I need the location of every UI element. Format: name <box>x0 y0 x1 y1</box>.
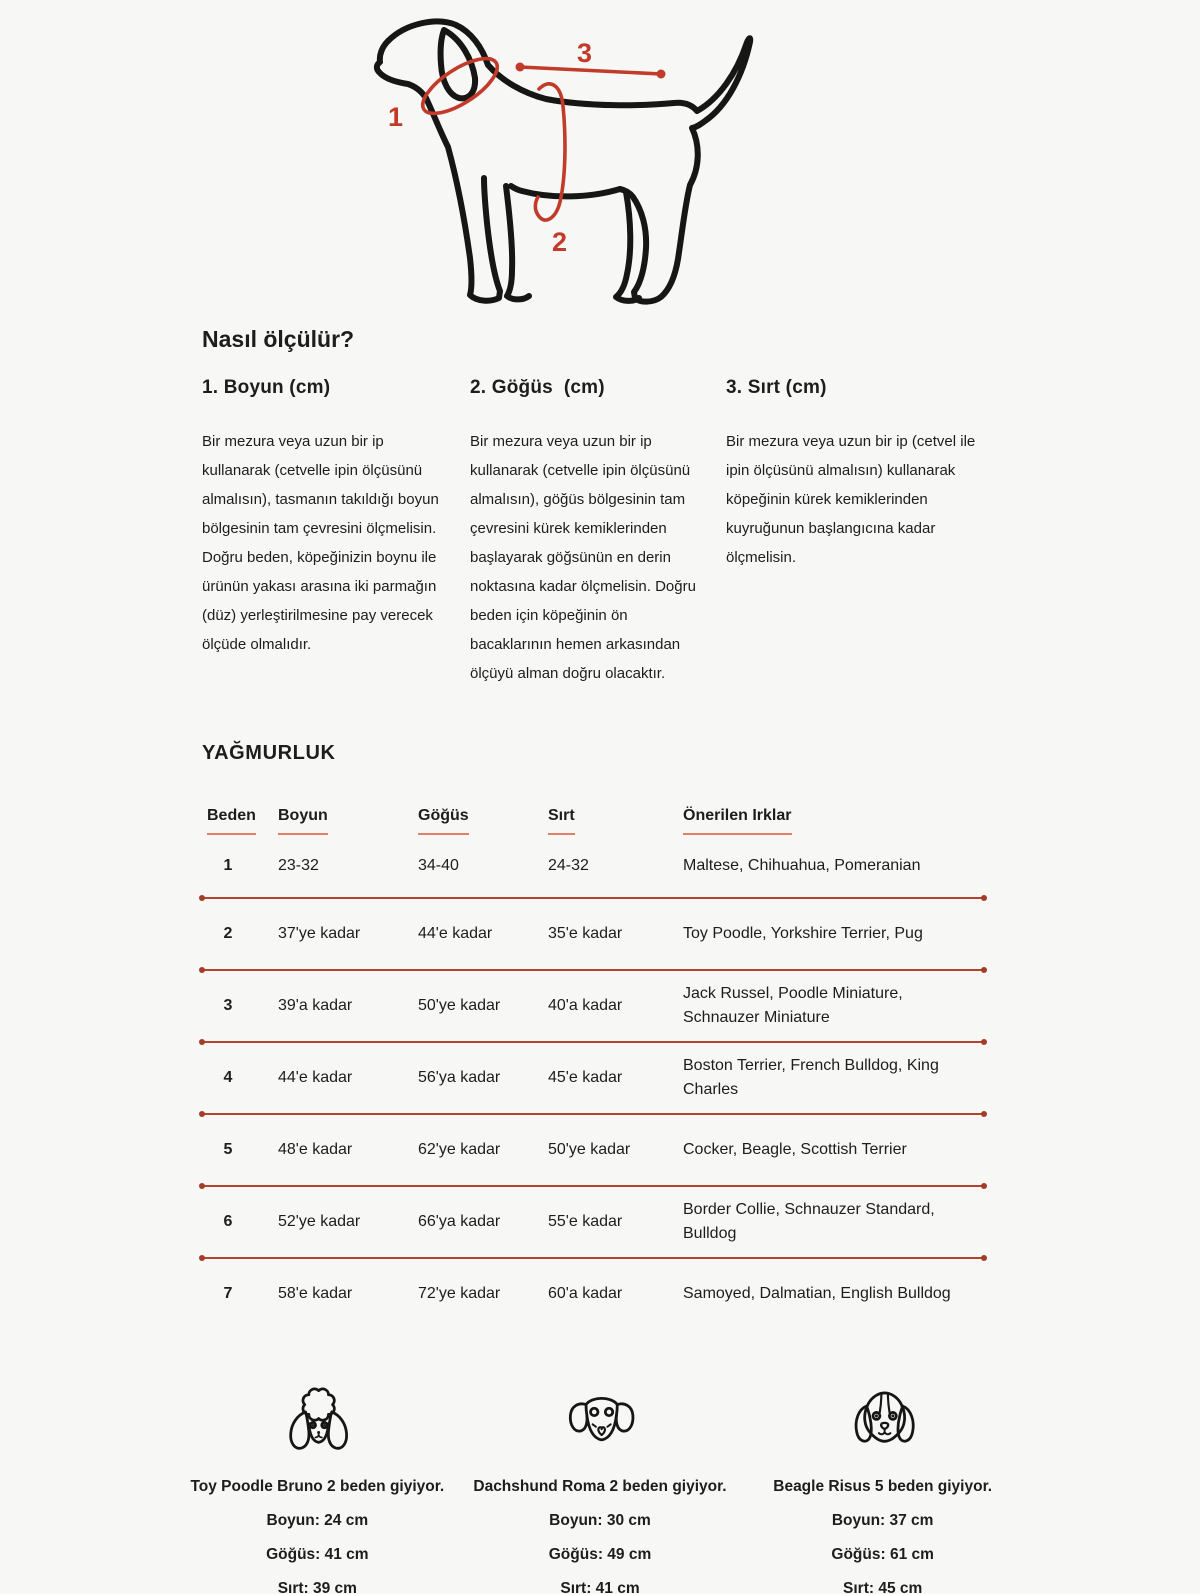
example-chest: Göğüs: 49 cm <box>548 1546 652 1563</box>
header-sirt: Sırt <box>548 807 683 835</box>
example-beagle <box>741 1356 1024 1594</box>
example-caption: Dachshund Roma 2 beden giyiyor. <box>473 1478 727 1495</box>
how-to-section-back <box>726 377 988 688</box>
cell-irklar: Maltese, Chihuahua, Pomeranian <box>683 857 921 874</box>
cell-beden: 6 <box>223 1213 233 1230</box>
size-table-header-row <box>200 807 986 835</box>
cell-boyun: 44'e kadar <box>278 1069 353 1086</box>
header-boyun: Boyun <box>278 807 418 835</box>
row-divider <box>200 1185 986 1187</box>
row-divider <box>200 969 986 971</box>
example-back: Sırt: 39 cm <box>277 1580 357 1594</box>
example-dachshund <box>459 1356 742 1594</box>
back-measure-line <box>520 67 661 74</box>
dog-measurement-diagram <box>330 8 890 318</box>
cell-irklar: Jack Russel, Poodle Miniature, Schnauzer Miniature <box>683 985 903 1026</box>
product-title: YAĞMURLUK <box>202 742 336 764</box>
row-divider <box>200 1257 986 1259</box>
example-chest: Göğüs: 61 cm <box>831 1546 934 1563</box>
example-chest: Göğüs: 41 cm <box>266 1546 369 1563</box>
size-row-6 <box>200 1187 986 1257</box>
cell-boyun: 23-32 <box>278 857 319 874</box>
neck-measure-loop <box>415 48 506 123</box>
example-caption: Beagle Risus 5 beden giyiyor. <box>773 1478 993 1495</box>
row-divider <box>200 897 986 899</box>
how-to-section-chest <box>470 377 698 688</box>
back-section-body: Bir mezura veya uzun bir ip (cetvel ile ipin ölçüsünü almalısın) kullanarak köpeğinin kürek kemiklerinden kuyruğunun başlangıcına kadar ölçmelisin. <box>726 433 976 566</box>
header-beden: Beden <box>200 807 278 835</box>
back-line-end-dot <box>657 70 666 79</box>
marker-1-label: 1 <box>388 102 404 132</box>
size-row-4 <box>200 1043 986 1113</box>
how-to-columns <box>202 377 990 688</box>
cell-sirt: 24-32 <box>548 857 589 874</box>
cell-irklar: Samoyed, Dalmatian, English Bulldog <box>683 1285 951 1302</box>
example-caption: Toy Poodle Bruno 2 beden giyiyor. <box>190 1478 445 1495</box>
chest-section-body: Bir mezura veya uzun bir ip kullanarak (cetvelle ipin ölçüsünü almalısın), göğüs bölgesinin tam çevresini kürek kemiklerinden başlayarak göğsünün en derin noktasına kadar ölçmelisin. Doğru beden için köpeğinin ön bacaklarının hemen arkasından ölçüyü alman doğru olacaktır. <box>470 433 696 682</box>
cell-beden: 4 <box>223 1069 233 1086</box>
marker-2-label: 2 <box>552 227 568 257</box>
cell-beden: 2 <box>223 925 233 942</box>
marker-3-label: 3 <box>577 38 593 68</box>
dachshund-icon <box>557 1384 643 1458</box>
neck-section-heading: 1. Boyun (cm) <box>202 377 331 398</box>
cell-gogus: 56'ya kadar <box>418 1069 501 1086</box>
cell-gogus: 66'ya kadar <box>418 1213 501 1230</box>
how-to-measure-section <box>202 326 990 688</box>
cell-irklar: Cocker, Beagle, Scottish Terrier <box>683 1141 907 1158</box>
cell-gogus: 72'ye kadar <box>418 1285 501 1302</box>
cell-irklar: Border Collie, Schnauzer Standard, Bulldog <box>683 1201 935 1242</box>
cell-sirt: 50'ye kadar <box>548 1141 631 1158</box>
cell-beden: 3 <box>223 997 233 1014</box>
measurement-annotations <box>388 38 666 257</box>
cell-gogus: 34-40 <box>418 857 459 874</box>
size-row-2 <box>200 899 986 969</box>
cell-boyun: 52'ye kadar <box>278 1213 361 1230</box>
beagle-icon <box>842 1382 924 1458</box>
row-divider <box>200 1041 986 1043</box>
how-to-section-neck <box>202 377 442 688</box>
cell-irklar: Toy Poodle, Yorkshire Terrier, Pug <box>683 925 923 942</box>
cell-boyun: 37'ye kadar <box>278 925 361 942</box>
example-neck: Boyun: 24 cm <box>266 1512 369 1529</box>
size-row-3 <box>200 971 986 1041</box>
cell-gogus: 62'ye kadar <box>418 1141 501 1158</box>
cell-sirt: 55'e kadar <box>548 1213 623 1230</box>
size-table-section <box>200 742 986 1329</box>
cell-boyun: 48'e kadar <box>278 1141 353 1158</box>
back-section-heading: 3. Sırt (cm) <box>726 377 827 398</box>
cell-beden: 5 <box>223 1141 233 1158</box>
cell-gogus: 50'ye kadar <box>418 997 501 1014</box>
fit-examples-section <box>176 1356 1024 1594</box>
chest-section-heading: 2. Göğüs (cm) <box>470 377 605 398</box>
size-row-7 <box>200 1259 986 1329</box>
cell-boyun: 39'a kadar <box>278 997 353 1014</box>
cell-beden: 1 <box>223 857 233 874</box>
example-back: Sırt: 41 cm <box>560 1580 640 1594</box>
how-to-title: Nasıl ölçülür? <box>202 326 355 352</box>
cell-boyun: 58'e kadar <box>278 1285 353 1302</box>
neck-section-body: Bir mezura veya uzun bir ip kullanarak (cetvelle ipin ölçüsünü almalısın), tasmanın takıldığı boyun bölgesinin tam çevresini ölçmelisin. Doğru beden, köpeğinizin boynu ile ürünün yakası arasına iki parmağın (düz) yerleştirilmesine pay verecek ölçüde olmalıdır. <box>202 433 439 653</box>
row-divider <box>200 1113 986 1115</box>
cell-sirt: 40'a kadar <box>548 997 623 1014</box>
example-toy-poodle <box>176 1356 459 1594</box>
cell-beden: 7 <box>223 1285 233 1302</box>
cell-sirt: 60'a kadar <box>548 1285 623 1302</box>
cell-gogus: 44'e kadar <box>418 925 493 942</box>
poodle-icon <box>276 1384 358 1458</box>
back-line-start-dot <box>516 63 525 72</box>
cell-sirt: 35'e kadar <box>548 925 623 942</box>
cell-irklar: Boston Terrier, French Bulldog, King Charles <box>683 1057 939 1098</box>
cell-sirt: 45'e kadar <box>548 1069 623 1086</box>
header-gogus: Göğüs <box>418 807 548 835</box>
size-row-1 <box>200 835 986 897</box>
size-row-5 <box>200 1115 986 1185</box>
header-irklar: Önerilen Irklar <box>683 807 986 835</box>
example-neck: Boyun: 30 cm <box>549 1512 651 1529</box>
example-neck: Boyun: 37 cm <box>831 1512 934 1529</box>
example-back: Sırt: 45 cm <box>843 1580 923 1594</box>
